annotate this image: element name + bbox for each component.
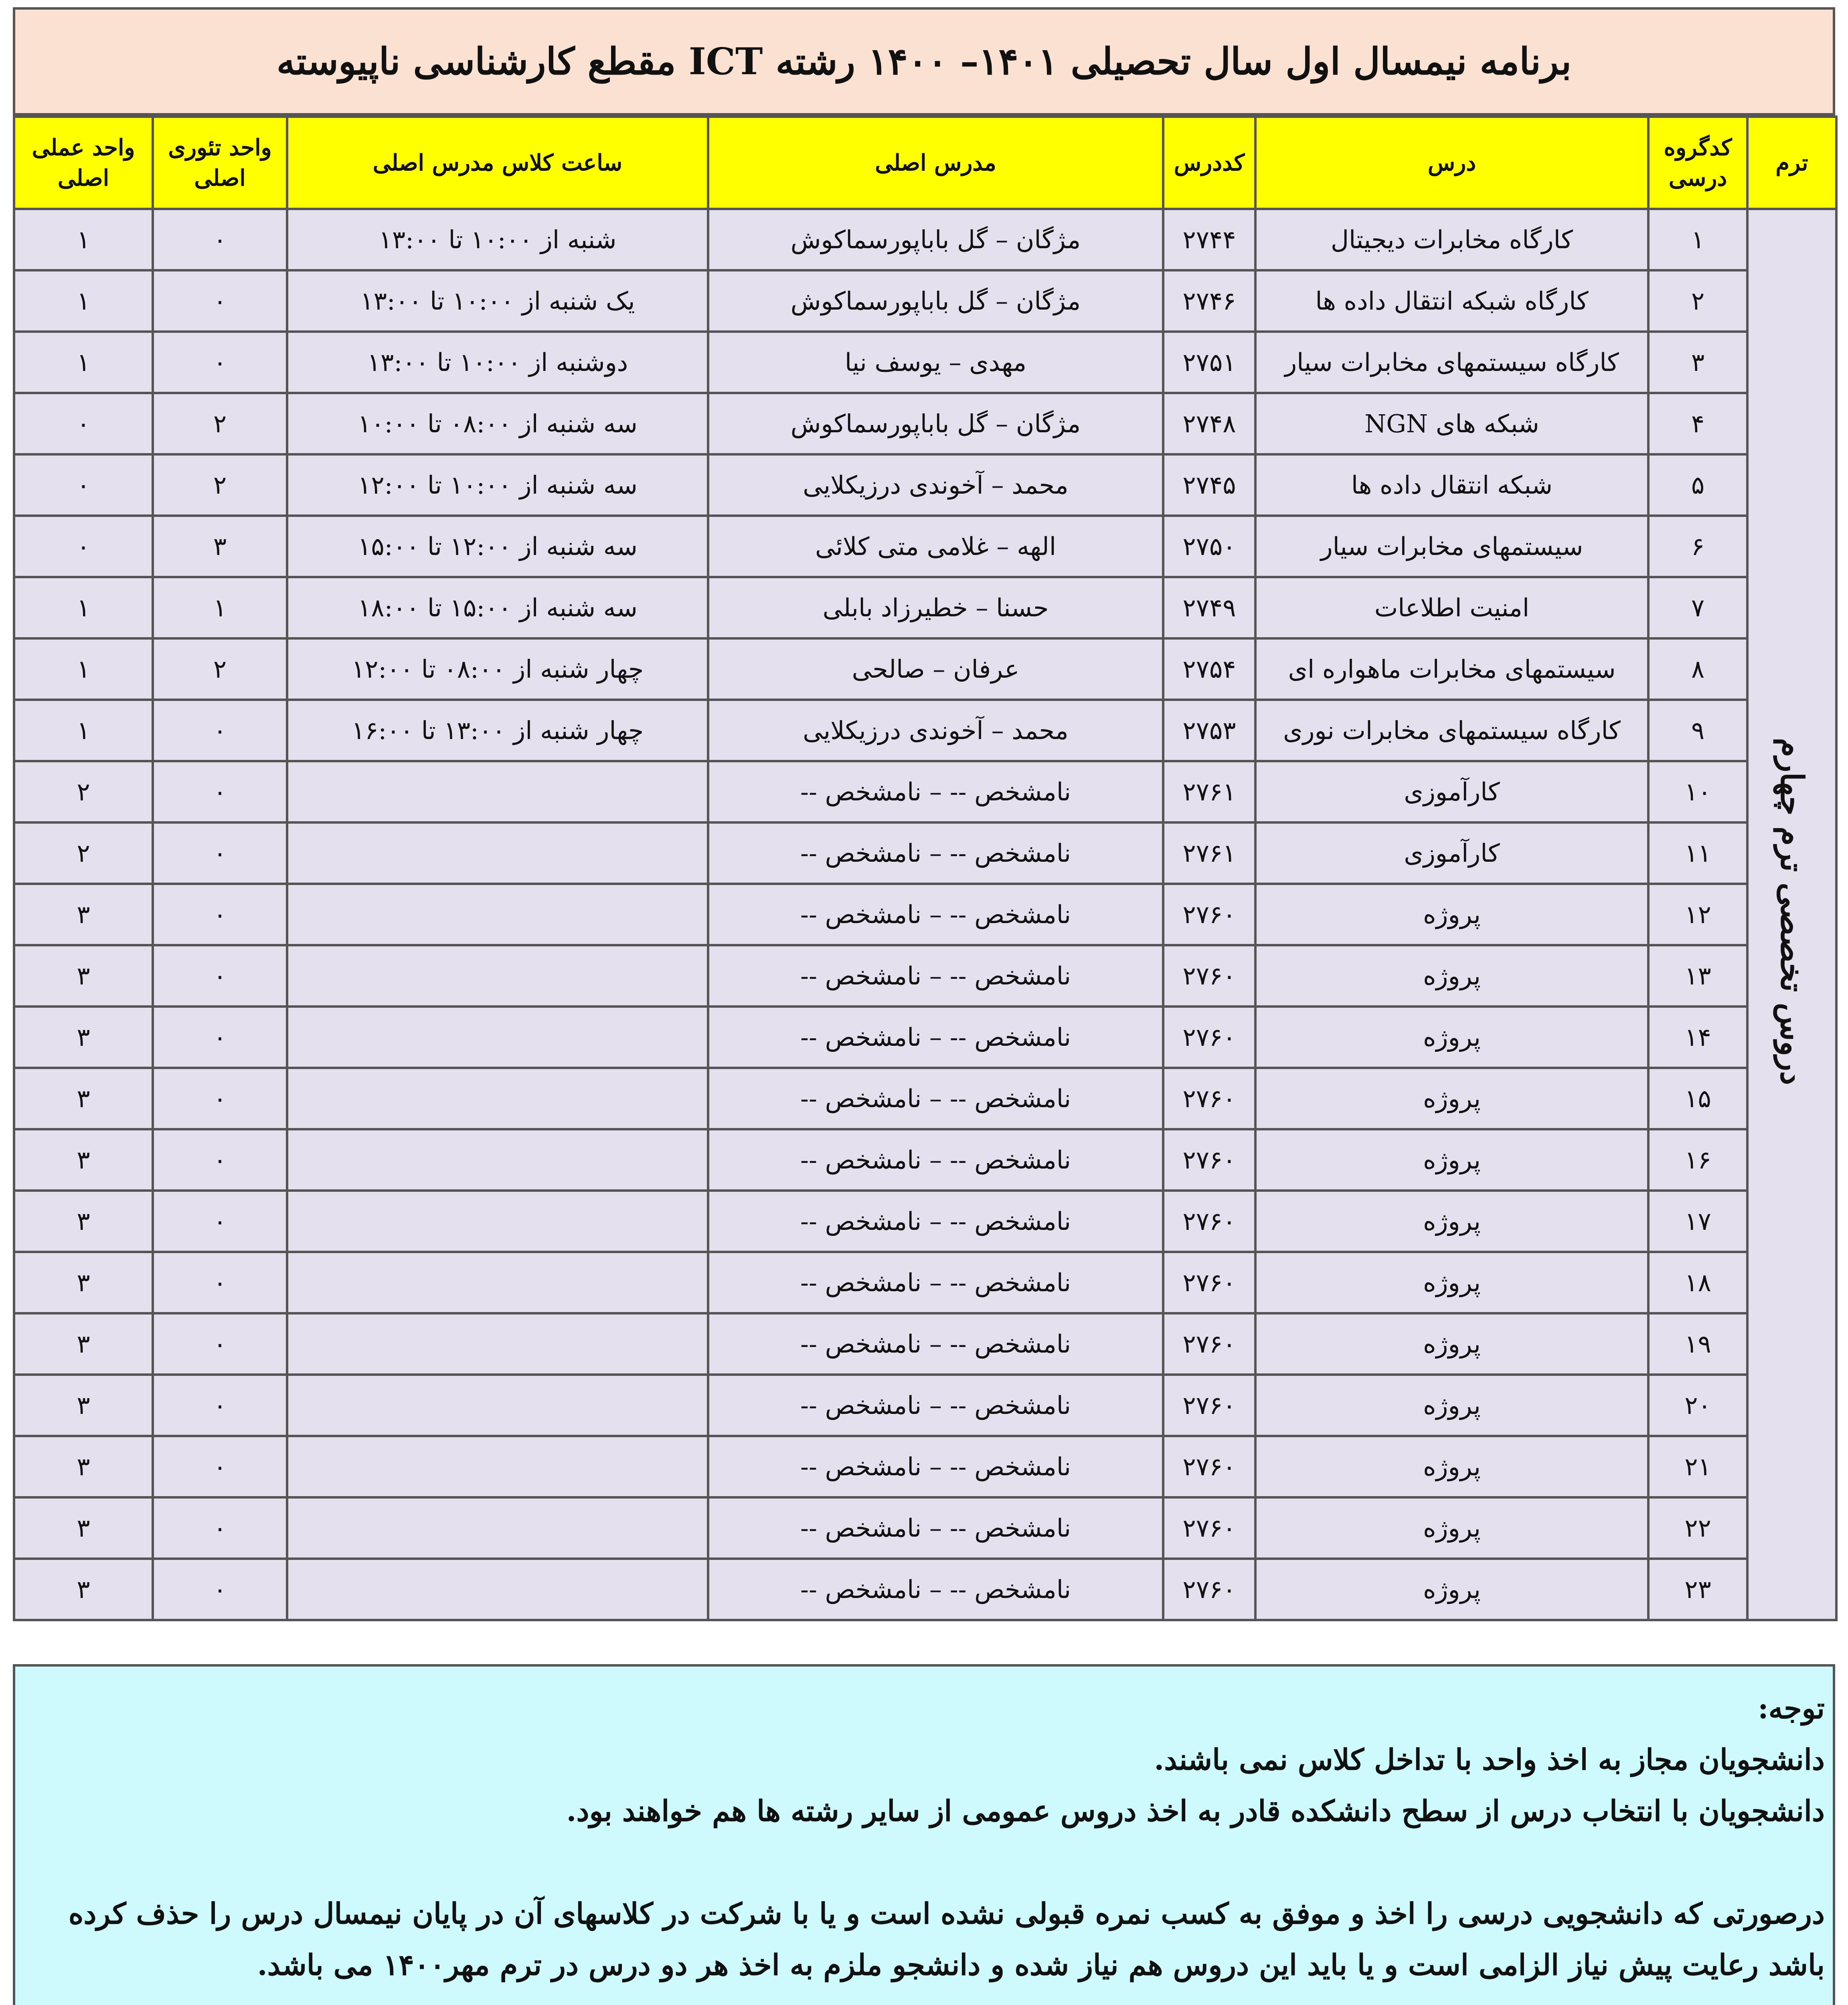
table-row xyxy=(14,822,1836,884)
cell-class-time: سه شنبه از ۱۲:۰۰ تا ۱۵:۰۰ xyxy=(287,516,708,577)
cell-practical-units: ۲ xyxy=(14,761,153,822)
cell-instructor: نامشخص -- – نامشخص -- xyxy=(708,884,1163,945)
cell-practical-units: ۱ xyxy=(14,332,153,393)
header-term: ترم xyxy=(1747,117,1836,209)
notes-box xyxy=(13,1664,1835,2005)
cell-theory-units: ۰ xyxy=(153,884,287,945)
cell-course-code: ۲۷۶۰ xyxy=(1163,1129,1255,1191)
table-row xyxy=(14,270,1836,332)
cell-practical-units: ۳ xyxy=(14,1497,153,1559)
cell-course: کارگاه مخابرات دیجیتال xyxy=(1255,209,1648,270)
cell-theory-units: ۰ xyxy=(153,332,287,393)
cell-course-code: ۲۷۶۰ xyxy=(1163,884,1255,945)
cell-group-code: ۲۰ xyxy=(1648,1375,1747,1436)
cell-theory-units: ۰ xyxy=(153,1007,287,1068)
note-line: درصورتی که دانشجویی درسی را اخذ و موفق به کسب نمره قبولی نشده است و یا با شرکت در کلاسهای آن در پایان نیمسال درس را حذف کرده باشد رعایت پیش نیاز الزامی است و یا باید این دروس هم نیاز شده و دانشجو ملزم به اخذ هر دو درس در ترم مهر۱۴۰۰ می باشد. xyxy=(68,1896,1825,1982)
cell-group-code: ۲۲ xyxy=(1648,1497,1747,1559)
cell-group-code: ۲ xyxy=(1648,270,1747,332)
cell-instructor: مژگان – گل باباپورسماکوش xyxy=(708,209,1163,270)
cell-instructor: محمد – آخوندی درزیکلایی xyxy=(708,454,1163,516)
cell-theory-units: ۰ xyxy=(153,945,287,1007)
table-row xyxy=(14,1313,1836,1375)
cell-group-code: ۹ xyxy=(1648,700,1747,761)
cell-theory-units: ۰ xyxy=(153,1375,287,1436)
cell-course: امنیت اطلاعات xyxy=(1255,577,1648,638)
cell-group-code: ۲۳ xyxy=(1648,1559,1747,1620)
cell-group-code: ۱۴ xyxy=(1648,1007,1747,1068)
cell-practical-units: ۱ xyxy=(14,638,153,700)
header-theory-units: واحد تئوری اصلی xyxy=(153,117,287,209)
table-row xyxy=(14,945,1836,1007)
table-row xyxy=(14,1252,1836,1313)
cell-course: پروژه xyxy=(1255,1252,1648,1313)
cell-class-time: چهار شنبه از ۱۳:۰۰ تا ۱۶:۰۰ xyxy=(287,700,708,761)
cell-course-code: ۲۷۴۸ xyxy=(1163,393,1255,454)
cell-practical-units: ۳ xyxy=(14,1129,153,1191)
cell-class-time xyxy=(287,1007,708,1068)
table-row xyxy=(14,454,1836,516)
cell-practical-units: ۲ xyxy=(14,822,153,884)
cell-instructor: عرفان – صالحی xyxy=(708,638,1163,700)
table-row xyxy=(14,1559,1836,1620)
cell-course-code: ۲۷۶۱ xyxy=(1163,822,1255,884)
cell-theory-units: ۰ xyxy=(153,1191,287,1252)
header-practical-units: واحد عملی اصلی xyxy=(14,117,153,209)
cell-instructor: نامشخص -- – نامشخص -- xyxy=(708,1007,1163,1068)
cell-course: کارآموزی xyxy=(1255,822,1648,884)
cell-instructor: نامشخص -- – نامشخص -- xyxy=(708,1375,1163,1436)
cell-theory-units: ۰ xyxy=(153,1436,287,1497)
cell-practical-units: ۳ xyxy=(14,884,153,945)
cell-course: شبکه های NGN xyxy=(1255,393,1648,454)
cell-instructor: نامشخص -- – نامشخص -- xyxy=(708,1497,1163,1559)
cell-instructor: محمد – آخوندی درزیکلایی xyxy=(708,700,1163,761)
cell-class-time: دوشنبه از ۱۰:۰۰ تا ۱۳:۰۰ xyxy=(287,332,708,393)
cell-practical-units: ۰ xyxy=(14,393,153,454)
cell-class-time xyxy=(287,1559,708,1620)
cell-practical-units: ۰ xyxy=(14,516,153,577)
cell-class-time xyxy=(287,1375,708,1436)
cell-group-code: ۱۱ xyxy=(1648,822,1747,884)
cell-group-code: ۱۹ xyxy=(1648,1313,1747,1375)
cell-group-code: ۲۱ xyxy=(1648,1436,1747,1497)
cell-group-code: ۵ xyxy=(1648,454,1747,516)
cell-instructor: نامشخص -- – نامشخص -- xyxy=(708,1129,1163,1191)
cell-group-code: ۱۷ xyxy=(1648,1191,1747,1252)
table-row xyxy=(14,700,1836,761)
cell-instructor: حسنا – خطیرزاد بابلی xyxy=(708,577,1163,638)
cell-instructor: نامشخص -- – نامشخص -- xyxy=(708,945,1163,1007)
cell-theory-units: ۰ xyxy=(153,209,287,270)
cell-instructor: نامشخص -- – نامشخص -- xyxy=(708,1559,1163,1620)
cell-practical-units: ۱ xyxy=(14,577,153,638)
table-body xyxy=(14,209,1836,1620)
cell-group-code: ۱۸ xyxy=(1648,1252,1747,1313)
cell-class-time xyxy=(287,884,708,945)
cell-class-time xyxy=(287,1497,708,1559)
page-title xyxy=(13,7,1835,115)
cell-instructor: نامشخص -- – نامشخص -- xyxy=(708,1068,1163,1129)
cell-course: پروژه xyxy=(1255,1375,1648,1436)
cell-course-code: ۲۷۶۰ xyxy=(1163,1375,1255,1436)
cell-theory-units: ۳ xyxy=(153,516,287,577)
cell-class-time xyxy=(287,822,708,884)
cell-theory-units: ۰ xyxy=(153,761,287,822)
cell-theory-units: ۲ xyxy=(153,393,287,454)
cell-class-time: شنبه از ۱۰:۰۰ تا ۱۳:۰۰ xyxy=(287,209,708,270)
cell-course-code: ۲۷۴۴ xyxy=(1163,209,1255,270)
note-line: دانشجویان مجاز به اخذ واحد با تداخل کلاس نمی باشند. xyxy=(1154,1742,1825,1776)
table-row xyxy=(14,393,1836,454)
cell-course-code: ۲۷۶۱ xyxy=(1163,761,1255,822)
cell-group-code: ۸ xyxy=(1648,638,1747,700)
schedule-table xyxy=(13,115,1838,1621)
cell-theory-units: ۰ xyxy=(153,700,287,761)
cell-theory-units: ۰ xyxy=(153,1313,287,1375)
cell-theory-units: ۰ xyxy=(153,1068,287,1129)
title-text: برنامه نیمسال اول سال تحصیلی ۱۴۰۱– ۱۴۰۰ رشته ICT مقطع کارشناسی ناپیوسته xyxy=(276,40,1572,83)
table-row xyxy=(14,1007,1836,1068)
cell-course-code: ۲۷۴۵ xyxy=(1163,454,1255,516)
table-row xyxy=(14,638,1836,700)
cell-practical-units: ۳ xyxy=(14,1252,153,1313)
cell-group-code: ۷ xyxy=(1648,577,1747,638)
cell-course-code: ۲۷۴۹ xyxy=(1163,577,1255,638)
cell-group-code: ۴ xyxy=(1648,393,1747,454)
cell-theory-units: ۰ xyxy=(153,1559,287,1620)
cell-practical-units: ۳ xyxy=(14,1375,153,1436)
cell-course: کارگاه سیستمهای مخابرات سیار xyxy=(1255,332,1648,393)
cell-course: کارگاه شبکه انتقال داده ها xyxy=(1255,270,1648,332)
cell-course: سیستمهای مخابرات ماهواره ای xyxy=(1255,638,1648,700)
cell-course: پروژه xyxy=(1255,1497,1648,1559)
header-instructor: مدرس اصلی xyxy=(708,117,1163,209)
cell-practical-units: ۳ xyxy=(14,1559,153,1620)
cell-theory-units: ۰ xyxy=(153,822,287,884)
table-row xyxy=(14,1497,1836,1559)
table-row xyxy=(14,1436,1836,1497)
note-line: دانشجویان با انتخاب درس از سطح دانشکده قادر به اخذ دروس عمومی از سایر رشته ها هم خواهند بود. xyxy=(566,1794,1825,1828)
cell-theory-units: ۰ xyxy=(153,1252,287,1313)
cell-instructor: نامشخص -- – نامشخص -- xyxy=(708,1313,1163,1375)
cell-instructor: مژگان – گل باباپورسماکوش xyxy=(708,393,1163,454)
cell-group-code: ۱۲ xyxy=(1648,884,1747,945)
cell-theory-units: ۰ xyxy=(153,1129,287,1191)
cell-course-code: ۲۷۵۱ xyxy=(1163,332,1255,393)
cell-theory-units: ۱ xyxy=(153,577,287,638)
table-row xyxy=(14,1375,1836,1436)
table-row xyxy=(14,1068,1836,1129)
cell-theory-units: ۰ xyxy=(153,1497,287,1559)
cell-course-code: ۲۷۶۰ xyxy=(1163,1436,1255,1497)
cell-theory-units: ۲ xyxy=(153,454,287,516)
cell-practical-units: ۳ xyxy=(14,1191,153,1252)
header-row xyxy=(14,117,1836,209)
cell-course: پروژه xyxy=(1255,1007,1648,1068)
cell-practical-units: ۳ xyxy=(14,1068,153,1129)
table-row xyxy=(14,577,1836,638)
table-row xyxy=(14,761,1836,822)
cell-course: کارگاه سیستمهای مخابرات نوری xyxy=(1255,700,1648,761)
cell-instructor: نامشخص -- – نامشخص -- xyxy=(708,1436,1163,1497)
cell-instructor: نامشخص -- – نامشخص -- xyxy=(708,1191,1163,1252)
cell-class-time xyxy=(287,945,708,1007)
cell-class-time xyxy=(287,1313,708,1375)
header-course-code: کددرس xyxy=(1163,117,1255,209)
cell-theory-units: ۲ xyxy=(153,638,287,700)
cell-instructor: نامشخص -- – نامشخص -- xyxy=(708,761,1163,822)
cell-class-time xyxy=(287,1068,708,1129)
header-course: درس xyxy=(1255,117,1648,209)
table-row xyxy=(14,332,1836,393)
cell-course: پروژه xyxy=(1255,1129,1648,1191)
cell-group-code: ۶ xyxy=(1648,516,1747,577)
cell-class-time: چهار شنبه از ۰۸:۰۰ تا ۱۲:۰۰ xyxy=(287,638,708,700)
cell-course-code: ۲۷۶۰ xyxy=(1163,1252,1255,1313)
cell-instructor: مهدی – یوسف نیا xyxy=(708,332,1163,393)
term-label: دروس تخصصی ترم چهارم xyxy=(1773,737,1810,1086)
cell-course: پروژه xyxy=(1255,1313,1648,1375)
cell-course: پروژه xyxy=(1255,1436,1648,1497)
cell-class-time xyxy=(287,1252,708,1313)
cell-group-code: ۱۵ xyxy=(1648,1068,1747,1129)
cell-instructor: نامشخص -- – نامشخص -- xyxy=(708,822,1163,884)
cell-class-time xyxy=(287,1436,708,1497)
cell-course-code: ۲۷۶۰ xyxy=(1163,1559,1255,1620)
table-row xyxy=(14,516,1836,577)
notes-heading: توجه: xyxy=(1758,1691,1825,1725)
cell-course: پروژه xyxy=(1255,1191,1648,1252)
cell-group-code: ۱ xyxy=(1648,209,1747,270)
table-row xyxy=(14,1191,1836,1252)
table-row xyxy=(14,209,1836,270)
cell-group-code: ۱۳ xyxy=(1648,945,1747,1007)
table-row xyxy=(14,1129,1836,1191)
cell-group-code: ۳ xyxy=(1648,332,1747,393)
cell-course-code: ۲۷۵۳ xyxy=(1163,700,1255,761)
cell-practical-units: ۳ xyxy=(14,1007,153,1068)
cell-course: پروژه xyxy=(1255,884,1648,945)
cell-course: پروژه xyxy=(1255,945,1648,1007)
table-row xyxy=(14,884,1836,945)
cell-class-time xyxy=(287,1191,708,1252)
cell-course: سیستمهای مخابرات سیار xyxy=(1255,516,1648,577)
header-group-code: کدگروه درسی xyxy=(1648,117,1747,209)
cell-instructor: مژگان – گل باباپورسماکوش xyxy=(708,270,1163,332)
cell-class-time: سه شنبه از ۱۰:۰۰ تا ۱۲:۰۰ xyxy=(287,454,708,516)
cell-practical-units: ۱ xyxy=(14,209,153,270)
cell-course: پروژه xyxy=(1255,1068,1648,1129)
cell-instructor: نامشخص -- – نامشخص -- xyxy=(708,1252,1163,1313)
cell-course-code: ۲۷۴۶ xyxy=(1163,270,1255,332)
cell-course-code: ۲۷۵۰ xyxy=(1163,516,1255,577)
cell-class-time: سه شنبه از ۰۸:۰۰ تا ۱۰:۰۰ xyxy=(287,393,708,454)
cell-course-code: ۲۷۶۰ xyxy=(1163,1191,1255,1252)
cell-practical-units: ۳ xyxy=(14,1313,153,1375)
cell-course-code: ۲۷۶۰ xyxy=(1163,945,1255,1007)
cell-course-code: ۲۷۶۰ xyxy=(1163,1497,1255,1559)
header-class-time: ساعت کلاس مدرس اصلی xyxy=(287,117,708,209)
cell-practical-units: ۳ xyxy=(14,945,153,1007)
cell-group-code: ۱۰ xyxy=(1648,761,1747,822)
cell-class-time xyxy=(287,1129,708,1191)
cell-practical-units: ۳ xyxy=(14,1436,153,1497)
cell-course-code: ۲۷۶۰ xyxy=(1163,1313,1255,1375)
cell-course-code: ۲۷۶۰ xyxy=(1163,1007,1255,1068)
cell-theory-units: ۰ xyxy=(153,270,287,332)
cell-course: کارآموزی xyxy=(1255,761,1648,822)
cell-practical-units: ۱ xyxy=(14,270,153,332)
cell-course-code: ۲۷۵۴ xyxy=(1163,638,1255,700)
cell-instructor: الهه – غلامی متی کلائی xyxy=(708,516,1163,577)
cell-course: شبکه انتقال داده ها xyxy=(1255,454,1648,516)
cell-practical-units: ۱ xyxy=(14,700,153,761)
cell-group-code: ۱۶ xyxy=(1648,1129,1747,1191)
cell-course-code: ۲۷۶۰ xyxy=(1163,1068,1255,1129)
cell-class-time: یک شنبه از ۱۰:۰۰ تا ۱۳:۰۰ xyxy=(287,270,708,332)
cell-practical-units: ۰ xyxy=(14,454,153,516)
term-cell xyxy=(1747,209,1836,1620)
cell-class-time xyxy=(287,761,708,822)
cell-course: پروژه xyxy=(1255,1559,1648,1620)
cell-class-time: سه شنبه از ۱۵:۰۰ تا ۱۸:۰۰ xyxy=(287,577,708,638)
